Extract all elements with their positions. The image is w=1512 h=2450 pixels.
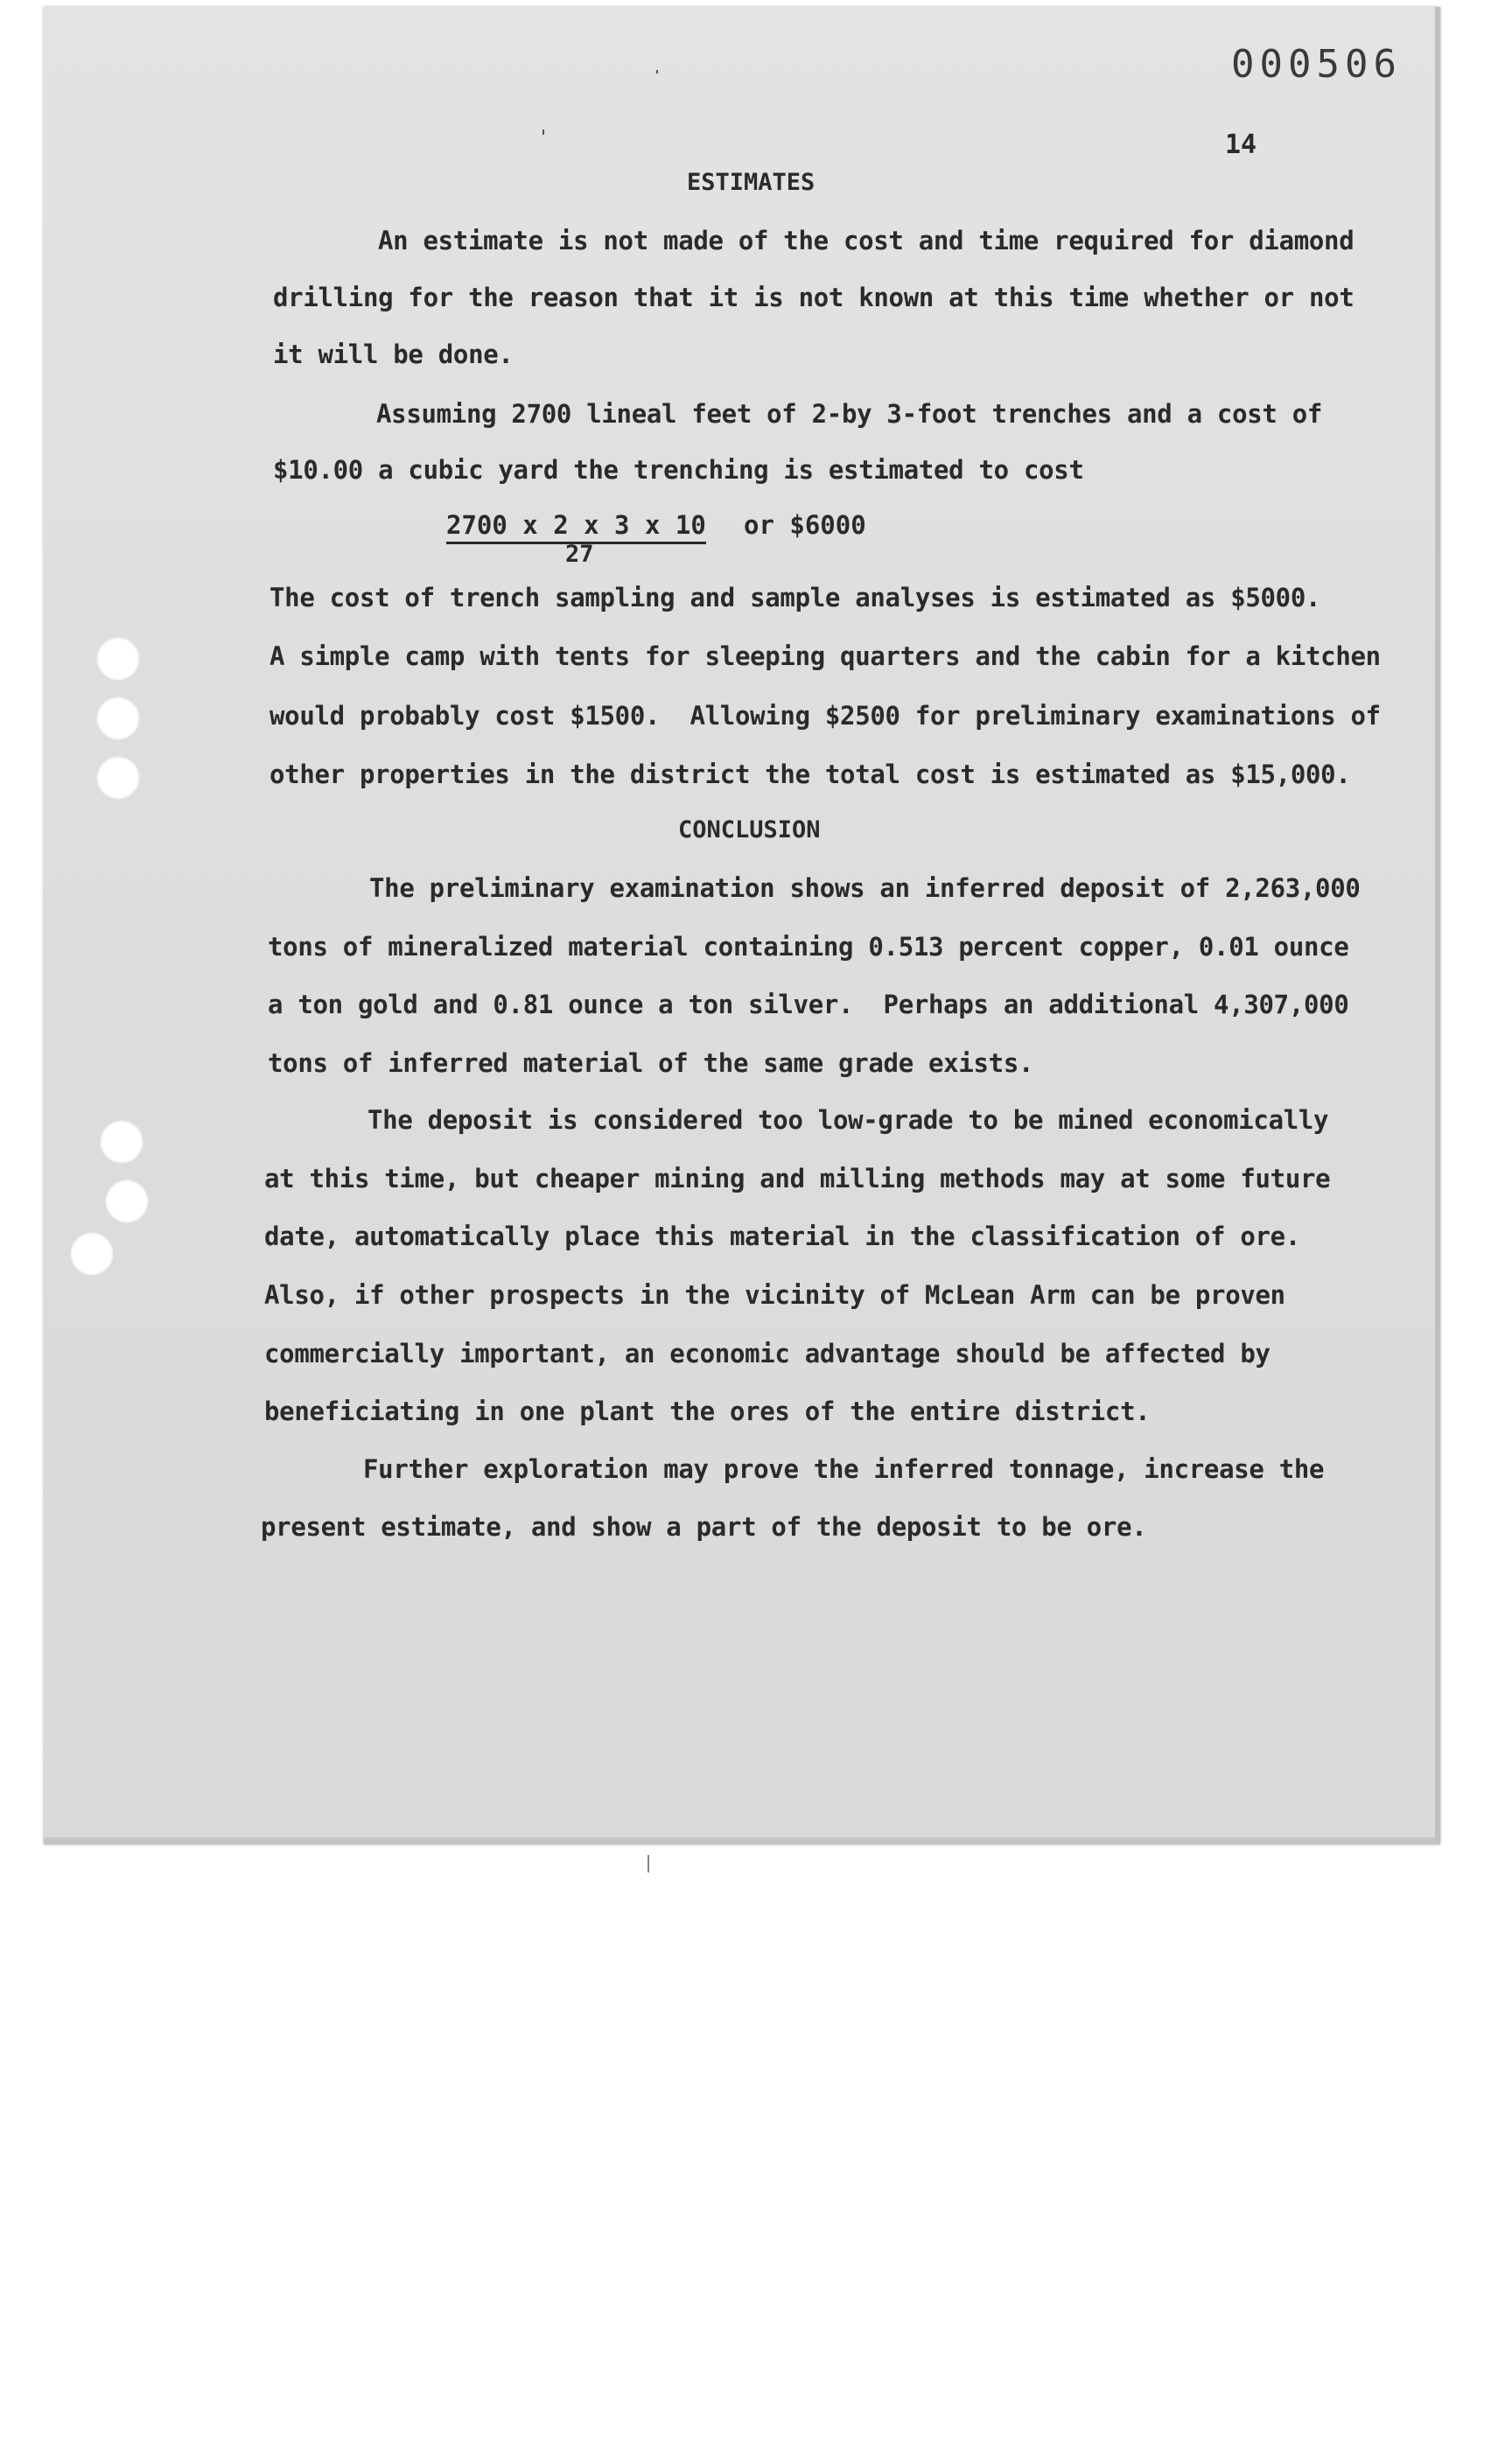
section-heading-conclusion: CONCLUSION [678,816,821,844]
text-line: tons of mineralized material containing 0.513 percent copper, 0.01 ounce [268,932,1349,962]
page-number: 14 [1225,130,1257,160]
text-line: beneficiating in one plant the ores of the entire district. [264,1396,1151,1426]
punch-hole [96,756,140,800]
scan-speck [648,1855,649,1872]
punch-hole [70,1232,114,1276]
text-line: a ton gold and 0.81 ounce a ton silver. Perhaps an additional 4,307,000 [268,990,1349,1019]
formula-numerator: 2700 x 2 x 3 x 10 [446,510,706,544]
document-page [44,7,1440,1844]
text-line: tons of inferred material of the same grade exists. [268,1048,1034,1078]
text-line: it will be done. [273,340,514,369]
text-line: The deposit is considered too low-grade to be mined economically [368,1105,1329,1135]
text-line: present estimate, and show a part of the deposit to be ore. [261,1512,1147,1542]
punch-hole [96,637,140,681]
text-line: $10.00 a cubic yard the trenching is estimated to cost [273,455,1084,485]
text-line: other properties in the district the total cost is estimated as $15,000. [270,760,1351,789]
section-heading-estimates: ESTIMATES [687,169,816,196]
text-line: The preliminary examination shows an inferred deposit of 2,263,000 [369,873,1361,903]
text-line: Further exploration may prove the inferred tonnage, increase the [363,1454,1325,1484]
text-line: would probably cost $1500. Allowing $2500 for preliminary examinations of [270,701,1381,731]
punch-hole [100,1120,144,1164]
document-id-stamp: 000506 [1231,42,1402,87]
punch-hole [105,1180,149,1223]
text-line: The cost of trench sampling and sample analyses is estimated as $5000. [270,583,1321,612]
punch-hole [96,696,140,740]
text-line: drilling for the reason that it is not known at this time whether or not [273,283,1354,312]
scan-speck [656,70,658,74]
text-line: commercially important, an economic advantage should be affected by [264,1339,1270,1368]
text-line: A simple camp with tents for sleeping quarters and the cabin for a kitchen [270,641,1381,671]
text-line: date, automatically place this material in the classification of ore. [264,1222,1301,1251]
text-line: An estimate is not made of the cost and time required for diamond [378,226,1354,256]
text-line: at this time, but cheaper mining and milling methods may at some future [264,1164,1331,1194]
scan-speck [542,130,544,135]
text-line: Also, if other prospects in the vicinity of McLean Arm can be proven [264,1280,1285,1310]
formula-result: or $6000 [744,510,866,540]
formula-denominator: 27 [565,541,594,568]
text-line: Assuming 2700 lineal feet of 2-by 3-foot trenches and a cost of [376,399,1323,429]
